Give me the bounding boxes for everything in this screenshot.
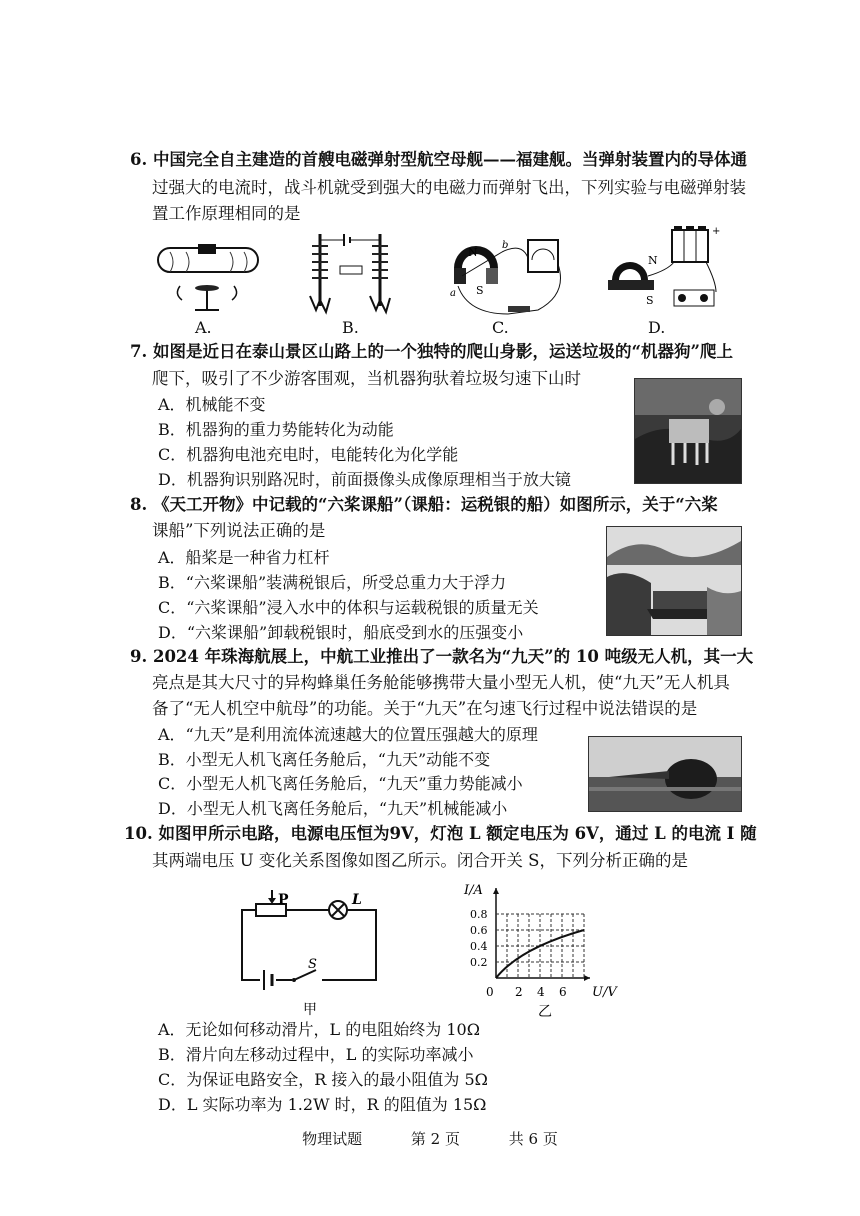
graph-ytick-0.2: 0.2 [470, 956, 488, 969]
q6-line-1: 6. 中国完全自主建造的首艘电磁弹射型航空母舰——福建舰。当弹射装置内的导体通 [130, 150, 747, 169]
figure-c-s: S [476, 284, 484, 297]
figure-d-n: N [648, 254, 658, 267]
q9-option-c: C．小型无人机飞离任务舱后，“九天”重力势能减小 [158, 774, 523, 793]
graph-ytick-0.8: 0.8 [470, 908, 488, 921]
figure-c-n: N [468, 246, 478, 259]
q9-line-1: 9. 2024 年珠海航展上，中航工业推出了一款名为“九天”的 10 吨级无人机，其一大 [130, 647, 754, 666]
footer-total-pages: 共 6 页 [508, 1130, 558, 1148]
figure-a-solenoid [150, 238, 265, 318]
figure-c-a: a [450, 288, 456, 299]
q10-option-a: A．无论如何移动滑片，L 的电阻始终为 10Ω [158, 1020, 480, 1039]
q10-option-b: B．滑片向左移动过程中，L 的实际功率减小 [158, 1045, 474, 1064]
graph-ytick-0.4: 0.4 [470, 940, 488, 953]
q8-option-c: C．“六桨课船”浸入水中的体积与运载税银的质量无关 [158, 598, 539, 617]
q9-option-b: B．小型无人机飞离任务舱后，“九天”动能不变 [158, 750, 491, 769]
q9-option-d: D．小型无人机飞离任务舱后，“九天”机械能减小 [158, 799, 508, 818]
figure-b-electromagnets [300, 226, 400, 318]
figure-c-label: C. [492, 318, 509, 337]
figure-c-generator [444, 234, 574, 320]
footer-page-number: 第 2 页 [410, 1130, 460, 1148]
graph-xlabel: U/V [592, 985, 617, 1000]
footer-subject: 物理试题 [302, 1130, 363, 1148]
q8-option-d: D．“六桨课船”卸载税银时，船底受到水的压强变小 [158, 623, 524, 642]
q8-option-a: A．船桨是一种省力杠杆 [158, 548, 330, 567]
q9-line-2: 亮点是其大尺寸的异构蜂巢任务舱能够携带大量小型无人机，使“九天”无人机具 [152, 673, 730, 692]
circuit-p-label: P [278, 892, 289, 908]
robot-dog-photo [634, 378, 742, 484]
q9-option-a: A．“九天”是利用流体流速越大的位置压强越大的原理 [158, 725, 538, 744]
graph-ytick-0.6: 0.6 [470, 924, 488, 937]
q10-line-1: 10. 如图甲所示电路，电源电压恒为9V，灯泡 L 额定电压为 6V，通过 L 的电流 I 随 [124, 824, 757, 843]
q7-option-a: A．机械能不变 [158, 395, 266, 414]
q7-line-2: 爬下，吸引了不少游客围观，当机器狗驮着垃圾匀速下山时 [152, 369, 581, 388]
circuit-caption: 甲 [303, 1002, 317, 1018]
q7-option-d: D．机器狗识别路况时，前面摄像头成像原理相当于放大镜 [158, 470, 571, 489]
iu-graph [460, 880, 640, 1020]
svg-text:+: + [712, 226, 721, 237]
boat-painting [606, 526, 742, 636]
q10-line-2: 其两端电压 U 变化关系图像如图乙所示。闭合开关 S，下列分析正确的是 [152, 851, 688, 870]
q10-option-d: D．L 实际功率为 1.2W 时，R 的阻值为 15Ω [158, 1095, 487, 1114]
q7-option-c: C．机器狗电池充电时，电能转化为化学能 [158, 445, 459, 464]
q6-line-3: 置工作原理相同的是 [152, 204, 301, 223]
figure-d-s: S [646, 294, 654, 307]
figure-b-label: B. [342, 318, 359, 337]
graph-xtick-0: 0 [486, 985, 494, 999]
figure-d-motor [600, 224, 730, 320]
graph-xtick-4: 4 [537, 985, 545, 999]
drone-photo [588, 736, 742, 812]
q8-line-1: 8. 《天工开物》中记载的“六桨课船”（课船：运税银的船）如图所示，关于“六桨 [130, 495, 718, 514]
q9-line-3: 备了“无人机空中航母”的功能。关于“九天”在匀速飞行过程中说法错误的是 [152, 699, 698, 718]
graph-caption: 乙 [538, 1004, 552, 1020]
figure-a-label: A. [195, 318, 212, 337]
q7-line-1: 7. 如图是近日在泰山景区山路上的一个独特的爬山身影，运送垃圾的“机器狗”爬上 [130, 342, 733, 361]
page-footer [0, 1128, 860, 1149]
circuit-s-label: S [308, 957, 317, 972]
graph-xtick-2: 2 [515, 985, 523, 999]
figure-c-b: b [502, 240, 509, 251]
q8-line-2: 课船”下列说法正确的是 [152, 521, 326, 540]
graph-ylabel: I/A [464, 883, 483, 898]
q10-option-c: C．为保证电路安全，R 接入的最小阻值为 5Ω [158, 1070, 488, 1089]
q8-option-b: B．“六桨课船”装满税银后，所受总重力大于浮力 [158, 573, 507, 592]
figure-d-label: D. [648, 318, 666, 337]
q6-line-2: 过强大的电流时，战斗机就受到强大的电磁力而弹射飞出，下列实验与电磁弹射装 [152, 178, 746, 197]
q7-option-b: B．机器狗的重力势能转化为动能 [158, 420, 394, 439]
circuit-diagram [230, 890, 390, 1020]
graph-xtick-6: 6 [559, 985, 567, 999]
circuit-l-label: L [352, 892, 362, 908]
